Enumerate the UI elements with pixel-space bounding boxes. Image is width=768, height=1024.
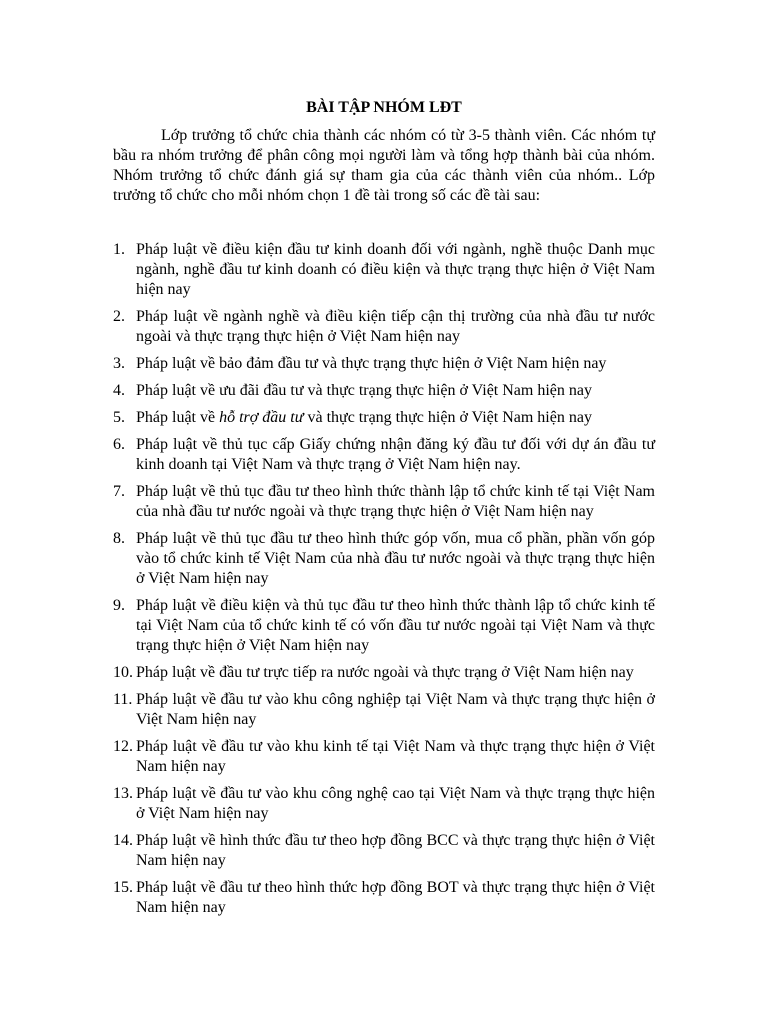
topic-number: 13. [113, 785, 133, 802]
topic-text: Pháp luật về hình thức đầu tư theo hợp đồng BCC và thực trạng thực hiện ở Việt Nam hiện nay [136, 832, 655, 869]
topic-number: 8. [113, 530, 125, 547]
topic-item [113, 354, 655, 374]
topic-number: 10. [113, 664, 133, 681]
topic-text: Pháp luật về đầu tư vào khu công nghiệp tại Việt Nam và thực trạng thực hiện ở Việt Nam hiện nay [136, 691, 655, 728]
topic-item [113, 737, 655, 777]
topic-text: Pháp luật về đầu tư theo hình thức hợp đồng BOT và thực trạng thực hiện ở Việt Nam hiện nay [136, 879, 655, 916]
topic-text: Pháp luật về bảo đảm đầu tư và thực trạng thực hiện ở Việt Nam hiện nay [136, 355, 607, 372]
topic-item [113, 381, 655, 401]
topic-number: 2. [113, 308, 125, 325]
topic-item [113, 690, 655, 730]
topic-item [113, 878, 655, 918]
document-title: BÀI TẬP NHÓM LĐT [306, 99, 462, 116]
topic-text: Pháp luật về đầu tư vào khu công nghệ cao tại Việt Nam và thực trạng thực hiện ở Việt Nam hiện nay [136, 785, 655, 822]
topic-number: 15. [113, 879, 133, 896]
topic-item [113, 240, 655, 300]
topic-number: 9. [113, 597, 125, 614]
topic-number: 11. [113, 691, 133, 708]
topic-text: Pháp luật về thủ tục cấp Giấy chứng nhận đăng ký đầu tư đối với dự án đầu tư kinh doanh tại Việt Nam và thực trạng ở Việt Nam hiện nay. [136, 436, 655, 473]
topic-number: 4. [113, 382, 125, 399]
topic-number: 7. [113, 483, 125, 500]
topic-text: Pháp luật về điều kiện đầu tư kinh doanh đối với ngành, nghề thuộc Danh mục ngành, nghề đầu tư kinh doanh có điều kiện và thực trạng thực hiện ở Việt Nam hiện nay [136, 241, 655, 298]
intro-paragraph: Lớp trưởng tổ chức chia thành các nhóm có từ 3-5 thành viên. Các nhóm tự bầu ra nhóm trưởng để phân công mọi người làm và tổng hợp thành bài của nhóm. Nhóm trưởng tổ chức đánh giá sự tham gia của các thành viên của nhóm.. Lớp trưởng tổ chức cho mỗi nhóm chọn 1 đề tài trong số các đề tài sau: [113, 127, 655, 204]
topic-text-post: và thực trạng thực hiện ở Việt Nam hiện nay [303, 409, 592, 426]
topic-item [113, 408, 655, 428]
topic-number: 14. [113, 832, 133, 849]
topic-text: Pháp luật về ưu đãi đầu tư và thực trạng thực hiện ở Việt Nam hiện nay [136, 382, 592, 399]
topic-text: Pháp luật về thủ tục đầu tư theo hình thức thành lập tổ chức kinh tế tại Việt Nam của nhà đầu tư nước ngoài và thực trạng thực hiện ở Việt Nam hiện nay [136, 483, 655, 520]
topic-item [113, 784, 655, 824]
topic-text: Pháp luật về đầu tư vào khu kinh tế tại Việt Nam và thực trạng thực hiện ở Việt Nam hiện nay [136, 738, 655, 775]
topic-text-italic: hỗ trợ đầu tư [219, 409, 304, 426]
topic-text: Pháp luật về ngành nghề và điều kiện tiếp cận thị trường của nhà đầu tư nước ngoài và thực trạng thực hiện ở Việt Nam hiện nay [136, 308, 655, 345]
topic-text: Pháp luật về điều kiện và thủ tục đầu tư theo hình thức thành lập tổ chức kinh tế tại Việt Nam của tổ chức kinh tế có vốn đầu tư nước ngoài tại Việt Nam và thực trạng thực hiện ở Việt Nam hiện nay [136, 597, 655, 654]
topic-item [113, 435, 655, 475]
topic-item [113, 831, 655, 871]
topic-item [113, 596, 655, 656]
topic-item [113, 307, 655, 347]
topic-number: 5. [113, 409, 125, 426]
topic-number: 6. [113, 436, 125, 453]
document-page [113, 98, 655, 925]
topic-text: Pháp luật về thủ tục đầu tư theo hình thức góp vốn, mua cổ phần, phần vốn góp vào tổ chức kinh tế Việt Nam của nhà đầu tư nước ngoài và thực trạng thực hiện ở Việt Nam hiện nay [136, 530, 655, 587]
topic-item [113, 663, 655, 683]
topic-text-pre: Pháp luật về [136, 409, 220, 426]
topic-number: 3. [113, 355, 125, 372]
topic-text: Pháp luật về đầu tư trực tiếp ra nước ngoài và thực trạng ở Việt Nam hiện nay [136, 664, 634, 681]
topic-item [113, 529, 655, 589]
topic-number: 1. [113, 241, 125, 258]
topic-list [113, 240, 655, 918]
topic-item [113, 482, 655, 522]
topic-number: 12. [113, 738, 133, 755]
